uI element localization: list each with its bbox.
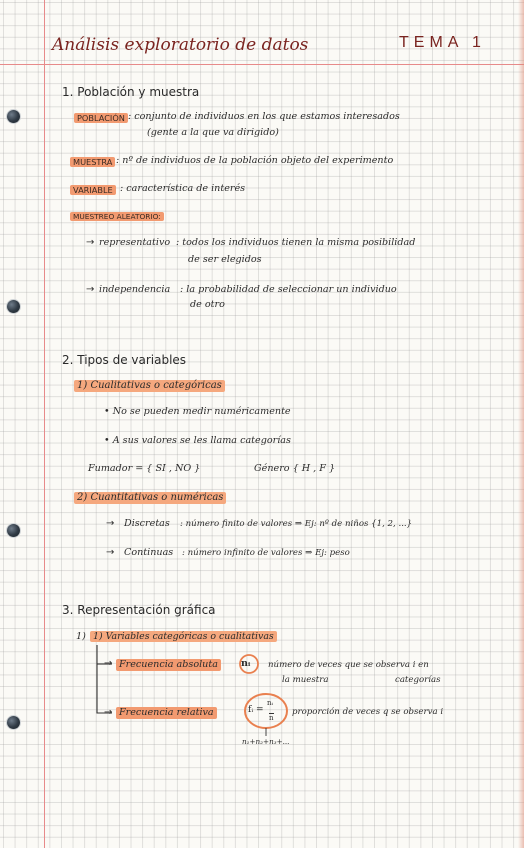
representativo-label: representativo — [99, 237, 171, 248]
section-1-heading: 1. Población y muestra — [62, 85, 200, 99]
cualitativas-example-fumador: Fumador = { SI , NO } — [88, 463, 201, 474]
representativo-definition: : todos los individuos tienen la misma posibilidad — [176, 237, 416, 248]
cualitativas-example-genero: Género { H , F } — [254, 463, 336, 474]
categoricas-heading: 1) Variables categóricas o cualitativas — [90, 631, 277, 642]
discretas-label: Discretas — [124, 518, 170, 529]
arrow-icon: → — [104, 707, 113, 718]
continuas-definition: : número infinito de valores ⇒ Ej: peso — [182, 548, 350, 558]
section-3-heading: 3. Representación gráfica — [62, 603, 216, 617]
cualitativas-bullet-2: • A sus valores se les llama categorías — [104, 435, 291, 446]
frecuencia-absoluta-label: Frecuencia absoluta — [116, 659, 221, 671]
independencia-label: independencia — [99, 284, 171, 295]
muestreo-label: MUESTREO ALEATORIO: — [70, 212, 164, 221]
frecuencia-relativa-numerator: nᵢ — [267, 699, 273, 707]
muestra-definition: : nº de individuos de la población objeto del experimento — [116, 155, 394, 166]
independencia-note: de otro — [190, 299, 225, 310]
frecuencia-relativa-sum: n₁+n₂+n₃+... — [242, 737, 290, 746]
tema-label: TEMA 1 — [399, 34, 486, 51]
frecuencia-relativa-symbol: fᵢ = — [248, 705, 264, 715]
section-2-heading: 2. Tipos de variables — [62, 353, 187, 367]
frecuencia-relativa-denominator: n — [269, 714, 274, 722]
arrow-icon: → — [86, 237, 95, 248]
arrow-icon: → — [106, 547, 115, 558]
cualitativas-bullet-1: • No se pueden medir numéricamente — [104, 406, 291, 417]
section-3-subnumber: 1) — [76, 631, 86, 642]
continuas-label: Continuas — [124, 547, 174, 558]
cuantitativas-heading: 2) Cuantitativas o numéricas — [74, 492, 226, 504]
representativo-note: de ser elegidos — [188, 254, 262, 265]
arrow-icon: → — [106, 518, 115, 529]
discretas-definition: : número finito de valores ⇒ Ej: nº de niños {1, 2, ...} — [180, 519, 413, 529]
arrow-icon: → — [104, 658, 113, 669]
frecuencia-relativa-definition: proporción de veces q se observa i — [292, 707, 444, 717]
frecuencia-relativa-label: Frecuencia relativa — [116, 707, 217, 719]
variable-definition: : característica de interés — [120, 183, 246, 194]
page-title: Análisis exploratorio de datos — [52, 35, 309, 55]
poblacion-note: (gente a la que va dirigido) — [147, 127, 279, 138]
muestra-label: MUESTRA — [70, 157, 115, 167]
poblacion-definition: : conjunto de individuos en los que estamos interesados — [128, 111, 400, 122]
variable-label: VARIABLE — [70, 185, 116, 195]
independencia-definition: : la probabilidad de seleccionar un individuo — [180, 284, 397, 295]
frecuencia-absoluta-symbol: nᵢ — [241, 658, 251, 669]
frecuencia-absoluta-categorias: categorías — [395, 675, 441, 685]
frecuencia-absoluta-note: la muestra — [282, 675, 329, 685]
cualitativas-heading: 1) Cualitativas o categóricas — [74, 380, 225, 392]
arrow-icon: → — [86, 284, 95, 295]
poblacion-label: POBLACIÓN — [74, 113, 128, 123]
frecuencia-absoluta-definition: número de veces que se observa i en — [268, 660, 429, 670]
